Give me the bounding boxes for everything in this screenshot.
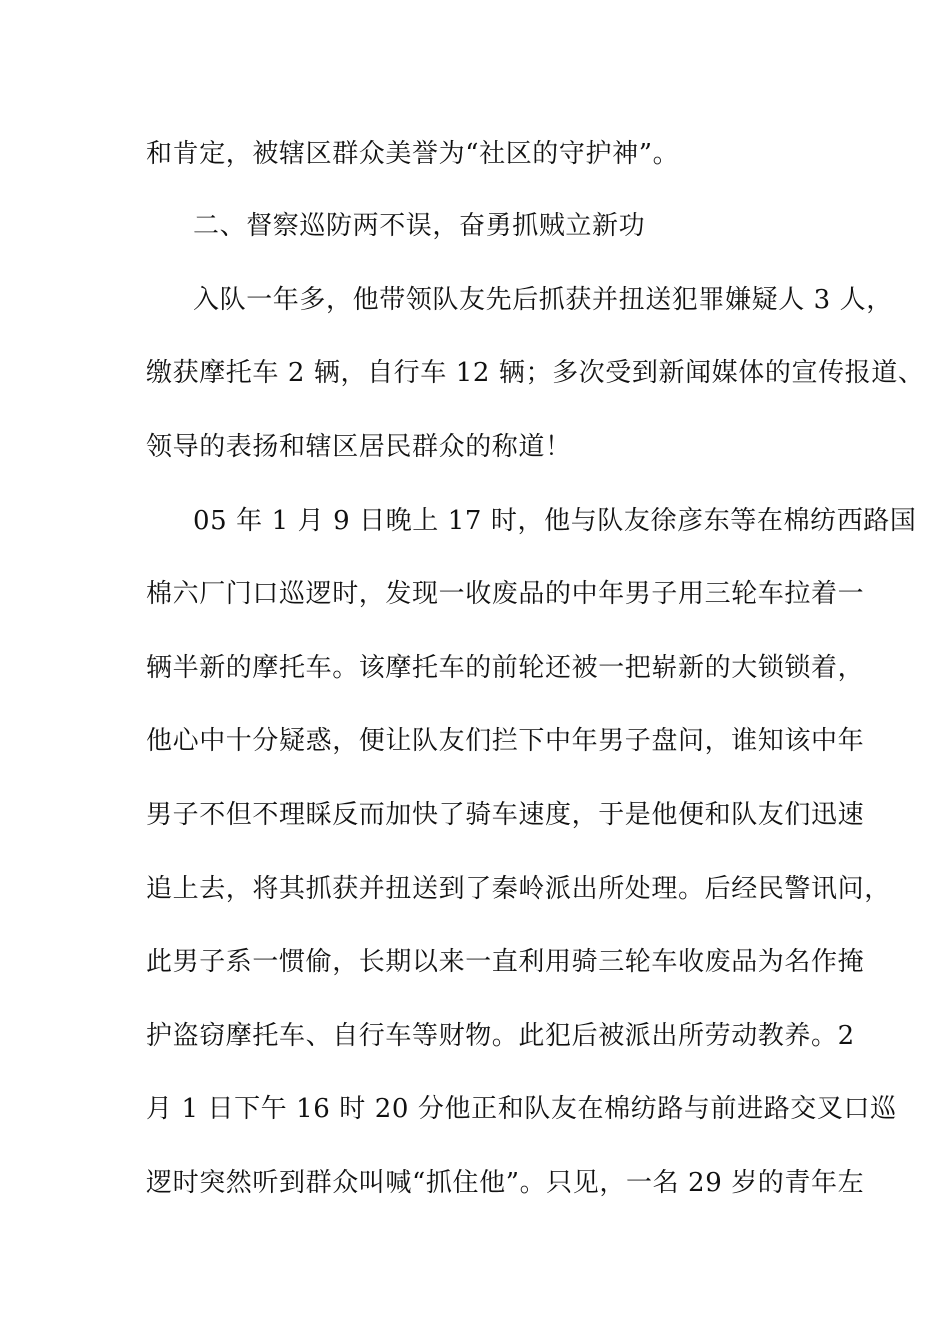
text-line-11: 追上去，将其抓获并扭送到了秦岭派出所处理。后经民警讯问， — [146, 874, 891, 904]
text-line-12: 此男子系一惯偷，长期以来一直利用骑三轮车收废品为名作掩 — [146, 947, 865, 977]
text-line-13: 护盗窃摩托车、自行车等财物。此犯后被派出所劳动教养。2 — [146, 1021, 855, 1051]
text-line-6: 05 年 1 月 9 日晚上 17 时，他与队友徐彦东等在棉纺西路国 — [193, 506, 917, 536]
text-line-10: 男子不但不理睬反而加快了骑车速度，于是他便和队友们迅速 — [146, 800, 865, 830]
text-line-5: 领导的表扬和辖区居民群众的称道！ — [146, 432, 572, 462]
text-line-1: 和肯定，被辖区群众美誉为“社区的守护神”。 — [146, 139, 680, 169]
section-heading: 二、督察巡防两不误，奋勇抓贼立新功 — [193, 211, 646, 241]
text-line-7: 棉六厂门口巡逻时，发现一收废品的中年男子用三轮车拉着一 — [146, 579, 865, 609]
text-line-8: 辆半新的摩托车。该摩托车的前轮还被一把崭新的大锁锁着， — [146, 653, 865, 683]
text-line-9: 他心中十分疑惑，便让队友们拦下中年男子盘问，谁知该中年 — [146, 726, 865, 756]
text-line-14: 月 1 日下午 16 时 20 分他正和队友在棉纺路与前进路交叉口巡 — [146, 1094, 897, 1124]
text-line-3: 入队一年多，他带领队友先后抓获并扭送犯罪嫌疑人 3 人， — [193, 285, 893, 315]
text-line-4: 缴获摩托车 2 辆，自行车 12 辆；多次受到新闻媒体的宣传报道、 — [146, 358, 925, 388]
text-line-15: 逻时突然听到群众叫喊“抓住他”。只见，一名 29 岁的青年左 — [146, 1168, 865, 1198]
